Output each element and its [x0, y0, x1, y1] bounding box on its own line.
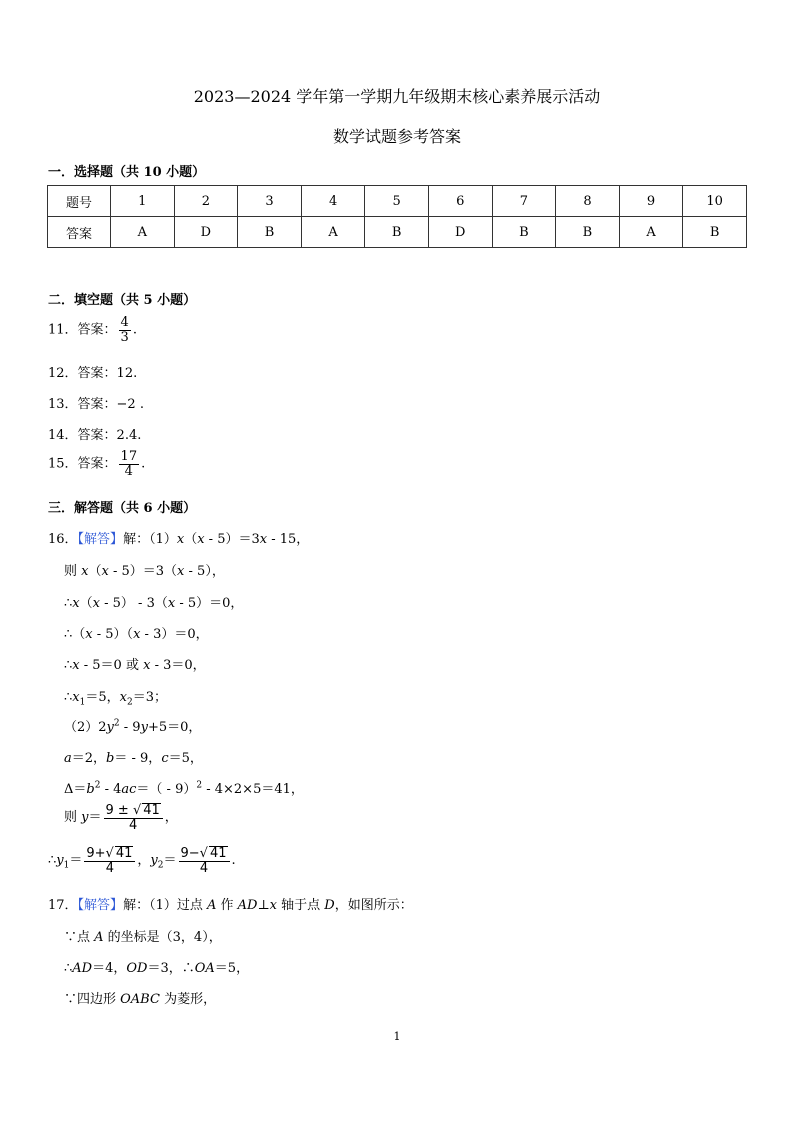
answer-14: 14．答案：2.4.	[48, 428, 142, 443]
answer-label: 11．答案：	[48, 322, 117, 338]
table-cell: 答案	[48, 217, 111, 248]
answer-13: 13．答案：−2 .	[48, 397, 144, 412]
table-cell: 7	[492, 186, 556, 217]
table-cell: A	[619, 217, 683, 248]
table-cell: 3	[238, 186, 302, 217]
q17-line-1: 17．【解答】解：（1）过点 A 作 AD⊥x 轴于点 D，如图所示：	[48, 898, 413, 913]
table-cell: 10	[683, 186, 747, 217]
q16-line-10: 则 y＝ $\frac{9 \pm √ 41}{4}$ ，	[64, 803, 178, 833]
fraction	[119, 316, 131, 344]
table-cell: D	[428, 217, 492, 248]
numerator: 4	[120, 315, 129, 330]
q17-line-3: ∴AD＝4，OD＝3，∴OA＝5，	[64, 961, 250, 976]
q16-line-7: $(2)2y^2 - 9y+5=0$，	[64, 718, 202, 735]
q16-line-3: ∴x（x - 5） - 3（x - 5）＝0，	[64, 596, 244, 611]
table-cell: 8	[556, 186, 620, 217]
q16-line-5: ∴x - 5＝0 或 x - 3＝0，	[64, 658, 206, 673]
q16-line-6: $\therefore x_1=5$，$x_2=3$；	[64, 690, 167, 708]
answer-tag: 【解答】	[77, 898, 124, 913]
table-cell: 题号	[48, 186, 111, 217]
answer-tag: 【解答】	[77, 532, 124, 547]
denominator: 3	[120, 329, 129, 345]
page-subtitle: 数学试题参考答案	[332, 127, 461, 146]
answer-11	[48, 316, 137, 344]
table-cell: 2	[174, 186, 238, 217]
table-cell: 5	[365, 186, 429, 217]
section2-heading: 二．填空题（共 5 小题）	[48, 293, 197, 308]
denominator: 4	[124, 463, 133, 479]
q16-line-1: 16．【解答】解：（1）x（x - 5）＝3x - 15，	[48, 532, 310, 547]
table-cell: A	[111, 217, 175, 248]
table-cell: B	[238, 217, 302, 248]
table-cell: B	[556, 217, 620, 248]
page-title: 2023—2024 学年第一学期九年级期末核心素养展示活动	[193, 87, 601, 106]
q17-line-4: ∵四边形 OABC 为菱形，	[64, 992, 217, 1007]
fraction: $\frac{9 \pm √ 41}{4}$	[104, 803, 163, 832]
q16-line-9: $\Delta=b^2 - 4ac=( - 9)^2 - 4\times 2\times 5=41$，	[64, 780, 304, 797]
table-cell: 9	[619, 186, 683, 217]
table-cell: B	[683, 217, 747, 248]
page-number: 1	[393, 1030, 401, 1043]
q16-line-8: a＝2，b＝ - 9，c＝5，	[64, 751, 203, 766]
answer-12: 12．答案：12.	[48, 366, 138, 381]
fraction	[119, 450, 140, 478]
answer-end: .	[141, 456, 146, 472]
fraction: $\frac{9-√ 41}{4}$	[179, 846, 230, 875]
section1-heading: 一．选择题（共 10 小题）	[48, 165, 206, 180]
q16-line-4: ∴（x - 5）（x - 3）＝0，	[64, 627, 209, 642]
table-row	[48, 217, 747, 248]
table-cell: 6	[428, 186, 492, 217]
table-cell: A	[301, 217, 365, 248]
numerator: 17	[120, 449, 138, 464]
question-number: 16．	[48, 532, 78, 547]
table-row	[48, 186, 747, 217]
answer-end: .	[132, 322, 137, 338]
fraction: $\frac{9+√ 41}{4}$	[84, 846, 135, 875]
answer-15	[48, 450, 145, 478]
q17-line-2: ∵点 A 的坐标是（3，4），	[64, 930, 222, 945]
q16-line-11: $\therefore y_1=$ $\frac{9+√ 41}{4}$ ，$y_2=$ $\frac{9-√ 41}{4}$ .	[48, 846, 236, 876]
table-cell: B	[492, 217, 556, 248]
answer-label: 15．答案：	[48, 456, 117, 472]
table-cell: B	[365, 217, 429, 248]
section3-heading: 三．解答题（共 6 小题）	[48, 501, 197, 516]
question-number: 17．	[48, 898, 78, 913]
table-cell: D	[174, 217, 238, 248]
table-cell: 1	[111, 186, 175, 217]
answer-table	[47, 185, 747, 248]
q16-line-2: 则 x（x - 5）＝3（x - 5），	[64, 564, 225, 579]
table-cell: 4	[301, 186, 365, 217]
